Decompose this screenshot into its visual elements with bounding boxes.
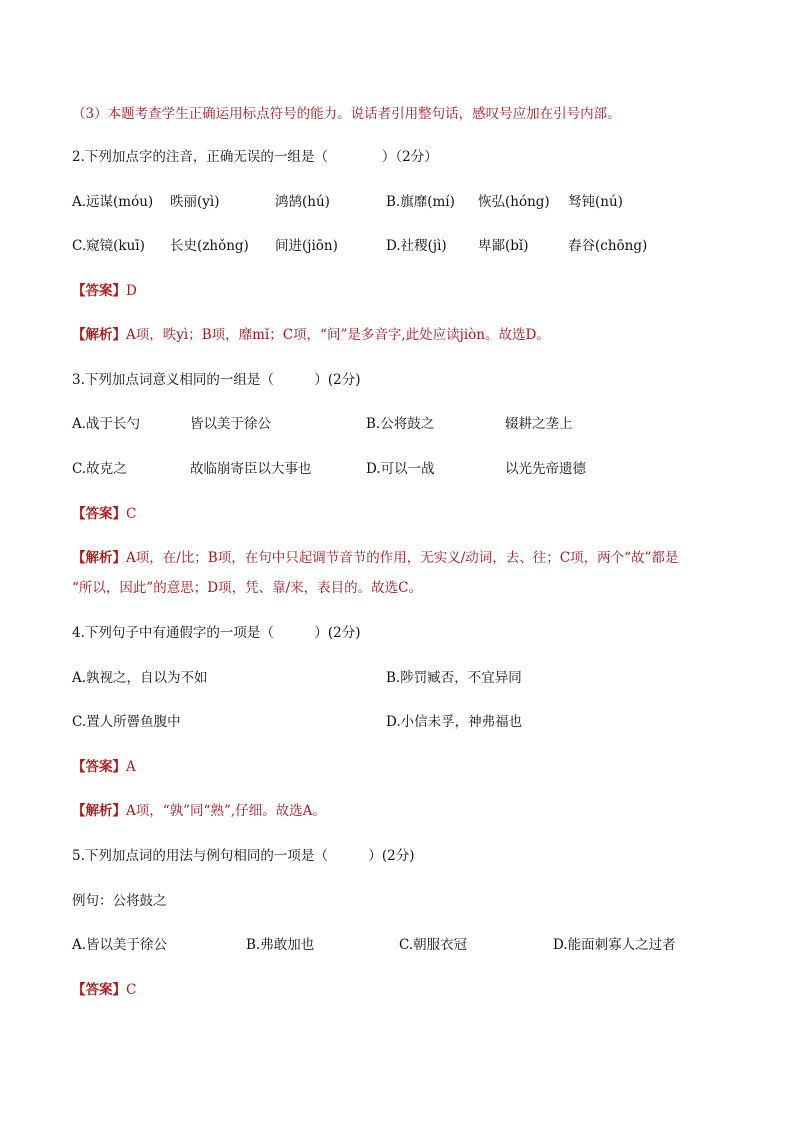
note-3: （3）本题考查学生正确运用标点符号的能力。说话者引用整句话，感叹号应加在引号内部。 bbox=[72, 106, 621, 122]
question-3-answer bbox=[72, 504, 136, 524]
question-5-stem: 5.下列加点词的用法与例句相同的一项是（ ）(2分) bbox=[72, 848, 415, 864]
option-a: A.孰视之，自以为不如 bbox=[72, 670, 208, 686]
option-a: A.皆以美于徐公 bbox=[72, 937, 168, 953]
option-c-1: C.窥镜(kuī) bbox=[72, 238, 145, 254]
question-2-analysis bbox=[72, 325, 550, 345]
option-b-1: B.公将鼓之 bbox=[366, 416, 435, 432]
option-b-2: 辍耕之垄上 bbox=[505, 416, 573, 432]
analysis-text: A项，昳yì；B项，靡mǐ；C项，“间”是多音字,此处应读jiòn。故选D。 bbox=[126, 327, 550, 343]
question-4-answer bbox=[72, 757, 136, 777]
question-4-stem: 4.下列句子中有通假字的一项是（ ）(2分) bbox=[72, 625, 361, 641]
question-2-answer bbox=[72, 281, 137, 301]
answer-value: D bbox=[126, 283, 137, 299]
option-c: C.置人所罾鱼腹中 bbox=[72, 714, 181, 730]
option-c-2: 长史(zhǒng) bbox=[170, 238, 249, 254]
answer-label: 【答案】 bbox=[72, 759, 126, 775]
analysis-text: A项，“孰”同“熟”,仔细。故选A。 bbox=[126, 803, 326, 819]
option-b: B.弗敢加也 bbox=[246, 937, 315, 953]
option-c: C.朝服衣冠 bbox=[399, 937, 468, 953]
option-d: D.小信未孚，神弗福也 bbox=[386, 714, 523, 730]
option-a-1: A.远谋(móu) bbox=[72, 194, 154, 210]
option-b: B.陟罚臧否，不宜异同 bbox=[386, 670, 522, 686]
answer-value: A bbox=[126, 759, 136, 775]
option-c-3: 间进(jiōn) bbox=[275, 238, 338, 254]
option-d: D.能面刺寡人之过者 bbox=[553, 937, 676, 953]
option-a-3: 鸿鹄(hú) bbox=[275, 194, 330, 210]
question-3-analysis-line2: “所以，因此”的意思；D项，凭、靠/来，表目的。故选C。 bbox=[72, 580, 423, 596]
analysis-label: 【解析】 bbox=[72, 803, 126, 819]
option-d-2: 以光先帝遗德 bbox=[505, 461, 586, 477]
option-d-2: 卑鄙(bǐ) bbox=[478, 238, 529, 254]
analysis-text-line1: A项，在/比；B项，在句中只起调节音节的作用，无实义/动词，去、往；C项，两个“故”都是 bbox=[126, 550, 679, 566]
option-b-2: 恢弘(hóng) bbox=[478, 194, 550, 210]
option-b-3: 驽钝(nú) bbox=[568, 194, 623, 210]
question-5-answer bbox=[72, 980, 136, 1000]
analysis-label: 【解析】 bbox=[72, 550, 126, 566]
answer-label: 【答案】 bbox=[72, 982, 126, 998]
option-c-2: 故临崩寄臣以大事也 bbox=[190, 461, 312, 477]
option-d-1: D.社稷(jì) bbox=[386, 238, 447, 254]
option-a-2: 皆以美于徐公 bbox=[190, 416, 271, 432]
answer-value: C bbox=[126, 982, 137, 998]
answer-label: 【答案】 bbox=[72, 283, 126, 299]
question-2-stem: 2.下列加点字的注音，正确无误的一组是（ ）（2分） bbox=[72, 149, 438, 165]
option-c-1: C.故克之 bbox=[72, 461, 127, 477]
analysis-label: 【解析】 bbox=[72, 327, 126, 343]
option-b-1: B.旗靡(mí) bbox=[386, 194, 455, 210]
option-d-1: D.可以一战 bbox=[366, 461, 435, 477]
question-4-analysis bbox=[72, 801, 326, 821]
option-d-3: 舂谷(chōng) bbox=[568, 238, 648, 254]
question-3-stem: 3.下列加点词意义相同的一组是（ ）(2分) bbox=[72, 372, 361, 388]
question-3-analysis bbox=[72, 548, 678, 568]
option-a-1: A.战于长勺 bbox=[72, 416, 141, 432]
option-a-2: 昳丽(yì) bbox=[170, 194, 220, 210]
answer-label: 【答案】 bbox=[72, 506, 126, 522]
question-5-example: 例句：公将鼓之 bbox=[72, 893, 167, 909]
answer-value: C bbox=[126, 506, 137, 522]
